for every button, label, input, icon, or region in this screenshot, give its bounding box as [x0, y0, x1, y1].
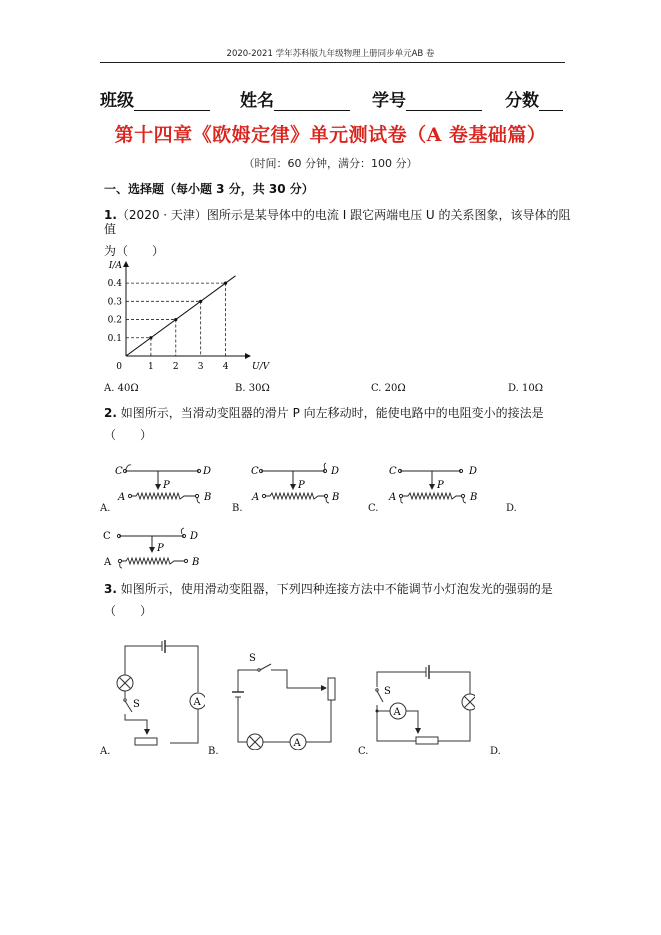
question-text: 如图所示，使用滑动变阻器，下列四种连接方法中不能调节小灯泡发光的强弱的是 — [120, 582, 553, 596]
rheostat-diagram-c — [388, 460, 488, 506]
option-label: D. — [508, 383, 519, 394]
class-blank[interactable] — [134, 93, 210, 111]
option-b[interactable] — [235, 383, 270, 394]
terminal-d: D — [469, 466, 478, 477]
terminal-b: B — [332, 492, 340, 503]
id-label: 学号 — [372, 91, 406, 111]
answer-bracket: （ ） — [104, 428, 153, 442]
exam-info: （时间：60 分钟，满分：100 分） — [243, 157, 418, 170]
score-label: 分数 — [505, 91, 539, 111]
question-text: 如图所示，当滑动变阻器的滑片 P 向左移动时，能使电路中的电阻变小的接法是 — [120, 406, 544, 420]
question-2: 2. 如图所示，当滑动变阻器的滑片 P 向左移动时，能使电路中的电阻变小的接法是 （ ） — [104, 406, 574, 442]
x-axis-label: U/V — [252, 362, 270, 372]
question-number: 3 — [104, 582, 113, 596]
option-c[interactable]: C. — [358, 746, 369, 757]
rheostat-diagram-b — [250, 460, 350, 506]
circuit-diagram-a — [110, 640, 205, 755]
terminal-d: D — [203, 466, 212, 477]
ammeter-label: A — [193, 697, 201, 708]
terminal-c: C — [251, 466, 259, 477]
rheostat-diagram-d — [100, 524, 212, 570]
option-label: C. — [371, 383, 382, 394]
class-label: 班级 — [100, 91, 134, 111]
option-d[interactable]: D. — [490, 746, 501, 757]
score-blank[interactable] — [539, 93, 563, 111]
terminal-c: C — [115, 466, 123, 477]
x-tick-label: 3 — [197, 362, 204, 372]
origin-label: 0 — [116, 362, 122, 372]
bulb-icon — [462, 694, 475, 710]
rheostat-icon — [328, 678, 335, 700]
terminal-b: B — [192, 557, 200, 568]
option-b[interactable]: B. — [232, 503, 243, 514]
option-d[interactable]: D. — [506, 503, 517, 514]
question-number: 2 — [104, 406, 113, 420]
question-text: （2020 · 天津）图所示是某导体中的电流 I 跟它两端电压 U 的关系图象，该导体的阻值 — [104, 208, 571, 236]
name-field — [240, 86, 350, 111]
terminal-c: C — [389, 466, 397, 477]
x-tick-label: 1 — [148, 362, 154, 372]
y-tick-label: 0.3 — [107, 297, 122, 308]
option-a[interactable] — [104, 383, 139, 394]
y-axis-label: I/A — [108, 261, 122, 271]
rheostat-diagram-a — [114, 460, 218, 506]
y-tick-label: 0.1 — [107, 333, 122, 344]
option-b[interactable]: B. — [208, 746, 219, 757]
question-number: 1 — [104, 208, 113, 222]
option-d[interactable] — [508, 383, 543, 394]
slider-p: P — [437, 480, 444, 491]
iu-chart — [96, 252, 272, 380]
slider-p: P — [163, 480, 170, 491]
circuit-diagram-b — [225, 650, 340, 750]
circuit-diagram-c — [370, 665, 475, 745]
option-c[interactable] — [371, 383, 406, 394]
terminal-b: B — [470, 492, 478, 503]
running-header: 2020-2021 学年苏科版九年级物理上册同步单元AB 卷 — [226, 49, 435, 59]
option-label: A. — [104, 383, 115, 394]
terminal-d: D — [331, 466, 340, 477]
rheostat-icon — [135, 738, 157, 745]
x-tick-label: 2 — [172, 362, 179, 372]
series-line — [126, 276, 236, 356]
option-value: 40Ω — [117, 383, 139, 394]
id-field — [372, 86, 482, 111]
id-blank[interactable] — [406, 93, 482, 111]
terminal-a: A — [104, 557, 112, 568]
terminal-a: A — [389, 492, 397, 503]
question-1: 1.（2020 · 天津）图所示是某导体中的电流 I 跟它两端电压 U 的关系图象，该导体的阻值 为（ ） — [104, 208, 574, 258]
y-tick-label: 0.2 — [107, 315, 122, 326]
terminal-a: A — [252, 492, 260, 503]
switch-icon — [125, 701, 132, 712]
section-heading: 一、选择题（每小题 3 分，共 30 分） — [104, 182, 314, 196]
option-label: B. — [235, 383, 246, 394]
option-value: 10Ω — [522, 383, 544, 394]
switch-label: S — [384, 686, 391, 697]
option-a[interactable]: A. — [100, 746, 111, 757]
option-value: 20Ω — [384, 383, 406, 394]
rheostat-icon — [416, 737, 438, 744]
y-tick-label: 0.4 — [107, 279, 122, 290]
page-title: 第十四章《欧姆定律》单元测试卷（A 卷基础篇） — [114, 124, 547, 146]
switch-icon — [377, 691, 383, 702]
slider-p: P — [157, 543, 164, 554]
switch-label: S — [249, 653, 256, 664]
ammeter-label: A — [393, 707, 401, 718]
switch-icon — [260, 664, 271, 670]
name-label: 姓名 — [240, 91, 274, 111]
question-3: 3. 如图所示，使用滑动变阻器，下列四种连接方法中不能调节小灯泡发光的强弱的是 （ ） — [104, 582, 574, 618]
header-divider — [100, 62, 565, 63]
answer-bracket: 为（ ） — [104, 244, 165, 258]
option-value: 30Ω — [248, 383, 270, 394]
ammeter-label: A — [293, 738, 301, 749]
terminal-c: C — [103, 531, 111, 542]
class-field — [100, 86, 210, 111]
terminal-b: B — [204, 492, 212, 503]
x-tick-label: 4 — [222, 362, 229, 372]
option-a[interactable]: A. — [100, 503, 111, 514]
slider-p: P — [298, 480, 305, 491]
score-field — [505, 86, 563, 111]
terminal-a: A — [118, 492, 126, 503]
name-blank[interactable] — [274, 93, 350, 111]
answer-bracket: （ ） — [104, 604, 153, 618]
option-c[interactable]: C. — [368, 503, 379, 514]
switch-label: S — [133, 699, 140, 710]
terminal-d: D — [190, 531, 199, 542]
